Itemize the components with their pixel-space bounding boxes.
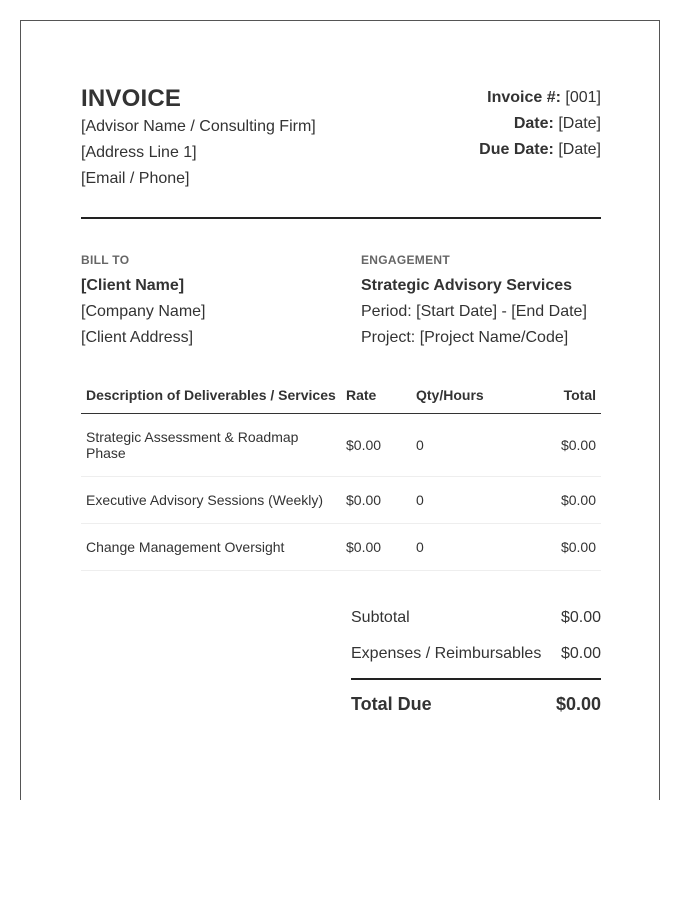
table-row [81,524,601,571]
table-header-row [81,377,601,414]
sender-contact: [Email / Phone] [81,170,190,187]
item-description: Change Management Oversight [81,524,341,571]
item-rate: $0.00 [341,477,411,524]
invoice-page [20,20,660,800]
item-qty: 0 [411,414,541,477]
due-date-label: Due Date: [479,141,554,158]
engagement-label: ENGAGEMENT [361,253,451,267]
col-header-description: Description of Deliverables / Services [81,377,341,414]
invoice-number-row [479,85,601,111]
invoice-date-value: [Date] [558,115,601,132]
item-description: Executive Advisory Sessions (Weekly) [81,477,341,524]
item-total: $0.00 [541,524,601,571]
invoice-meta [479,85,601,163]
invoice-number-value: [001] [565,89,601,106]
due-date-row [479,137,601,163]
sender-name: [Advisor Name / Consulting Firm] [81,118,316,135]
client-address: [Client Address] [81,329,194,346]
subtotal-value: $0.00 [560,609,601,626]
subtotal-label: Subtotal [351,609,410,626]
item-total: $0.00 [541,414,601,477]
sender-address: [Address Line 1] [81,144,197,161]
bill-to-label: BILL TO [81,253,130,267]
item-qty: 0 [411,477,541,524]
expenses-value: $0.00 [560,645,601,662]
bill-to-block [81,253,206,351]
engagement-project: Project: [Project Name/Code] [361,329,569,346]
subtotal-row [351,608,601,644]
expenses-label: Expenses / Reimbursables [351,645,542,662]
expenses-row [351,644,601,680]
item-description: Strategic Assessment & Roadmap Phase [81,414,341,477]
invoice-header [81,85,601,219]
item-qty: 0 [411,524,541,571]
engagement-block [361,253,587,351]
sender-block [81,85,316,192]
total-due-row [351,694,601,734]
invoice-number-label: Invoice #: [487,89,561,106]
line-items-table [81,377,601,571]
invoice-title: INVOICE [81,85,182,112]
col-header-qty: Qty/Hours [411,377,541,414]
total-due-value: $0.00 [555,694,601,714]
invoice-content [81,85,601,734]
col-header-rate: Rate [341,377,411,414]
table-row [81,477,601,524]
engagement-period: Period: [Start Date] - [End Date] [361,303,587,320]
invoice-date-row [479,111,601,137]
total-due-label: Total Due [351,694,432,714]
company-name: [Company Name] [81,303,206,320]
table-row [81,414,601,477]
engagement-name: Strategic Advisory Services [361,277,573,294]
due-date-value: [Date] [558,141,601,158]
totals-block [351,608,601,734]
parties-section [81,219,601,377]
client-name: [Client Name] [81,277,185,294]
item-rate: $0.00 [341,414,411,477]
item-total: $0.00 [541,477,601,524]
item-rate: $0.00 [341,524,411,571]
col-header-total: Total [541,377,601,414]
invoice-date-label: Date: [513,115,554,132]
